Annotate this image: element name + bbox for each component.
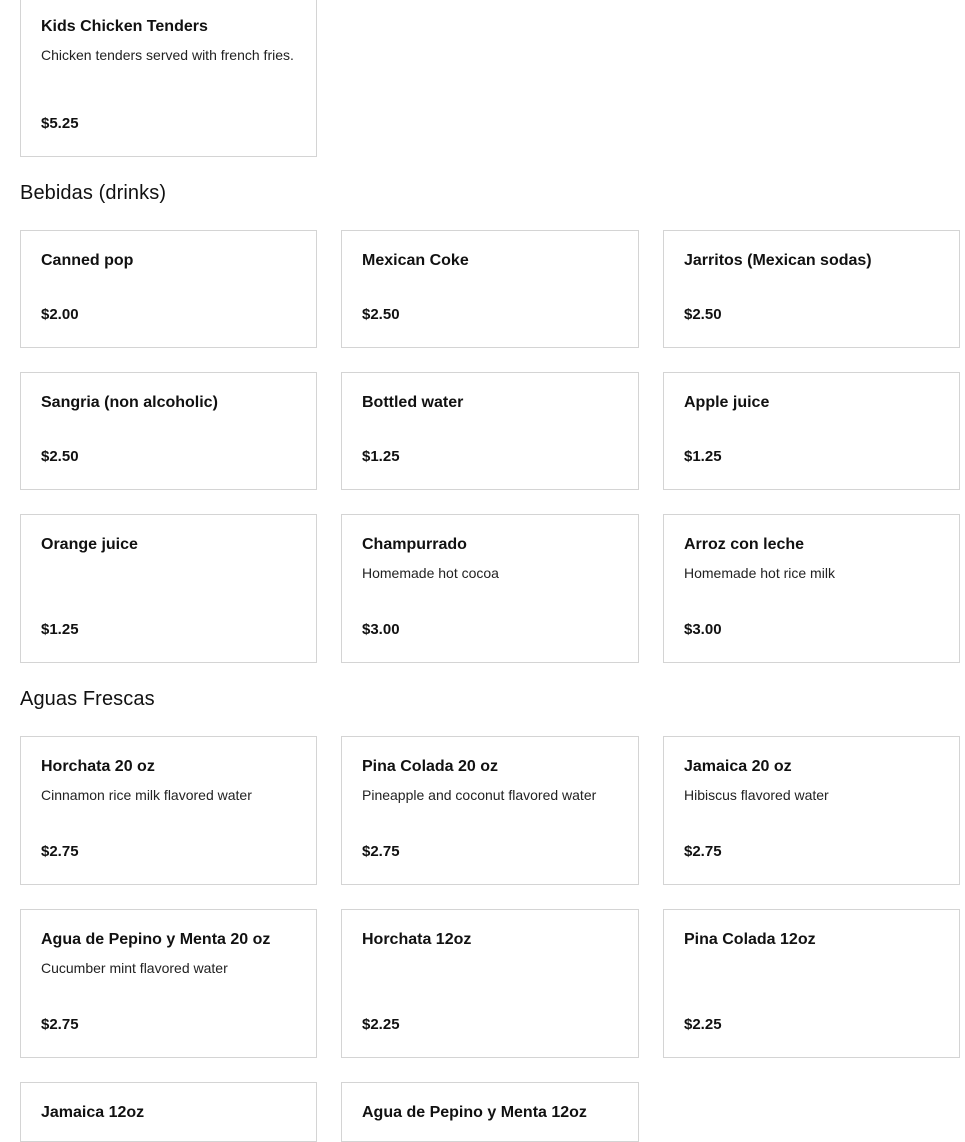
menu-item-name: Horchata 20 oz: [41, 758, 155, 775]
aguas-item-grid: [20, 736, 960, 1142]
menu-item-name: Jamaica 20 oz: [684, 758, 792, 775]
menu-item-price: $2.50: [684, 306, 722, 323]
menu-item-card[interactable]: [341, 514, 639, 663]
menu-item-card[interactable]: [663, 230, 960, 348]
menu-item-price: $2.75: [684, 843, 722, 860]
menu-item-price: $2.75: [41, 843, 79, 860]
menu-item-name: Champurrado: [362, 536, 467, 553]
menu-item-price: $2.25: [362, 1016, 400, 1033]
menu-item-description: Hibiscus flavored water: [684, 787, 829, 803]
menu-item-card[interactable]: [20, 514, 317, 663]
menu-item-name: Horchata 12oz: [362, 931, 472, 948]
menu-item-card[interactable]: [341, 372, 639, 490]
menu-item-description: Cinnamon rice milk flavored water: [41, 787, 252, 803]
section-title-aguas-frescas: Aguas Frescas: [20, 688, 155, 710]
menu-item-price: $1.25: [41, 621, 79, 638]
menu-item-name: Agua de Pepino y Menta 20 oz: [41, 931, 271, 948]
menu-item-price: $2.00: [41, 306, 79, 323]
menu-item-name: Arroz con leche: [684, 536, 805, 553]
menu-item-price: $1.25: [362, 448, 400, 465]
menu-item-price: $5.25: [41, 115, 79, 132]
menu-item-name: Apple juice: [684, 394, 770, 411]
menu-item-name: Pina Colada 20 oz: [362, 758, 499, 775]
menu-item-name: Sangria (non alcoholic): [41, 394, 218, 411]
menu-item-card[interactable]: [663, 514, 960, 663]
menu-item-description: Cucumber mint flavored water: [41, 960, 228, 976]
menu-item-price: $2.75: [362, 843, 400, 860]
menu-item-card[interactable]: [663, 909, 960, 1058]
menu-item-card[interactable]: [663, 372, 960, 490]
menu-item-name: Mexican Coke: [362, 252, 469, 269]
menu-item-card[interactable]: [341, 736, 639, 885]
menu-item-price: $1.25: [684, 448, 722, 465]
menu-item-card[interactable]: [341, 230, 639, 348]
menu-item-card[interactable]: [20, 230, 317, 348]
menu-item-card[interactable]: [20, 372, 317, 490]
menu-item-name: Jamaica 12oz: [41, 1104, 145, 1121]
menu-item-description: Chicken tenders served with french fries.: [41, 47, 294, 63]
menu-item-name: Orange juice: [41, 536, 138, 553]
menu-item-name: Agua de Pepino y Menta 12oz: [362, 1104, 587, 1121]
menu-item-card[interactable]: [341, 909, 639, 1058]
section-title-bebidas: Bebidas (drinks): [20, 182, 167, 204]
menu-page: [20, 0, 960, 1142]
menu-item-card[interactable]: [20, 1082, 317, 1142]
menu-item-name: Bottled water: [362, 394, 464, 411]
menu-item-description: Homemade hot rice milk: [684, 565, 835, 581]
menu-item-card[interactable]: [20, 0, 317, 157]
menu-item-card[interactable]: [20, 736, 317, 885]
menu-item-price: $2.75: [41, 1016, 79, 1033]
menu-item-name: Canned pop: [41, 252, 134, 269]
menu-item-card[interactable]: [341, 1082, 639, 1142]
menu-item-card[interactable]: [20, 909, 317, 1058]
menu-item-description: Pineapple and coconut flavored water: [362, 787, 597, 803]
bebidas-item-grid: [20, 230, 960, 663]
menu-item-price: $2.50: [41, 448, 79, 465]
menu-item-price: $2.50: [362, 306, 400, 323]
menu-item-card[interactable]: [663, 736, 960, 885]
menu-item-name: Kids Chicken Tenders: [41, 18, 208, 35]
menu-item-name: Pina Colada 12oz: [684, 931, 816, 948]
menu-item-description: Homemade hot cocoa: [362, 565, 499, 581]
menu-item-name: Jarritos (Mexican sodas): [684, 252, 872, 269]
kids-item-grid: [20, 0, 960, 157]
menu-item-price: $2.25: [684, 1016, 722, 1033]
menu-item-price: $3.00: [362, 621, 400, 638]
menu-item-price: $3.00: [684, 621, 722, 638]
